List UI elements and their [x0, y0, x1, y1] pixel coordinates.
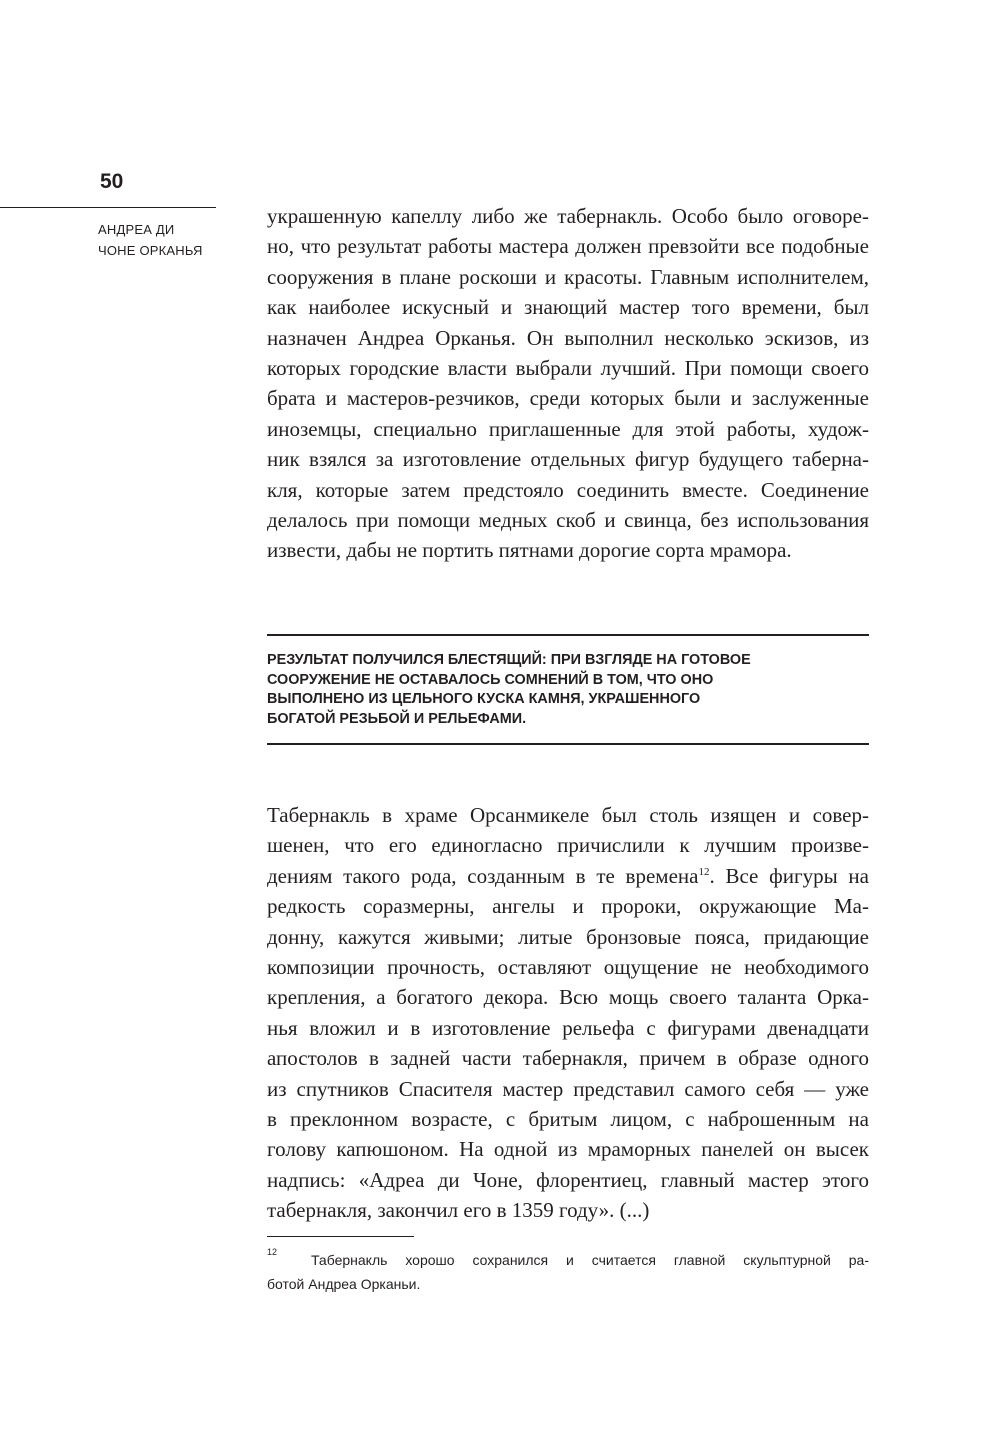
- text-line: шенен, что его единогласно причислили к лучшим произве-: [267, 833, 869, 858]
- pull-quote-line: РЕЗУЛЬТАТ ПОЛУЧИЛСЯ БЛЕСТЯЩИЙ: ПРИ ВЗГЛЯДЕ НА ГОТОВОЕ: [267, 652, 751, 668]
- text-line: в преклонном возрасте, с бритым лицом, с наброшенным на: [267, 1106, 869, 1131]
- text-line: донну, кажутся живыми; литые бронзовые пояса, придающие: [267, 924, 869, 949]
- text-fragment: . Все фигуры на: [709, 863, 869, 888]
- pull-quote-line: ВЫПОЛНЕНО ИЗ ЦЕЛЬНОГО КУСКА КАМНЯ, УКРАШЕННОГО: [267, 691, 701, 708]
- running-head-line: АНДРЕА ДИ: [98, 222, 175, 237]
- text-line: назначен Андреа Орканья. Он выполнил несколько эскизов, из: [267, 325, 869, 350]
- pull-quote-bottom-rule: [267, 743, 869, 745]
- footnote-line: ботой Андреа Орканьи.: [267, 1276, 421, 1292]
- text-line: надпись: «Адреа ди Чоне, флорентиец, главный мастер этого: [267, 1167, 869, 1192]
- text-line: из спутников Спасителя мастер представил самого себя — уже: [267, 1076, 869, 1101]
- text-line-with-footnote: [267, 861, 869, 891]
- pull-quote-line: СООРУЖЕНИЕ НЕ ОСТАВАЛОСЬ СОМНЕНИЙ В ТОМ, ЧТО ОНО: [267, 671, 714, 688]
- text-line: табернакля, закончил его в 1359 году». (...): [267, 1198, 650, 1223]
- footnote: [267, 1248, 869, 1296]
- text-line: которых городские власти выбрали лучший. При помощи своего: [267, 355, 869, 380]
- pull-quote: [267, 634, 869, 744]
- text-line: брата и мастеров-резчиков, среди которых были и заслуженные: [267, 386, 869, 411]
- footnote-text: [267, 1248, 869, 1296]
- text-line: извести, дабы не портить пятнами дорогие сорта мрамора.: [267, 538, 792, 563]
- text-line: голову капюшоном. На одной из мраморных панелей он высек: [267, 1137, 869, 1162]
- pull-quote-top-rule: [267, 634, 869, 636]
- text-line: ник взялся за изготовление отдельных фигур будущего таберна-: [267, 447, 869, 472]
- text-line: иноземцы, специально приглашенные для этой работы, худож-: [267, 416, 869, 441]
- text-line: делалось при помощи медных скоб и свинца, без использования: [267, 507, 869, 532]
- footnote-reference[interactable]: 12: [698, 865, 710, 878]
- body-paragraph-2: [267, 800, 869, 1225]
- page-number: 50: [100, 170, 124, 193]
- body-paragraph-1: [267, 201, 869, 566]
- text-line: композиции прочность, оставляют ощущение не необходимого: [267, 954, 869, 979]
- footnote-number: 12: [267, 1247, 278, 1257]
- running-head-line: ЧОНЕ ОРКАНЬЯ: [98, 243, 203, 258]
- pull-quote-text: [267, 651, 869, 729]
- text-line: кля, которые затем предстояло соединить вместе. Соединение: [267, 477, 869, 502]
- text-line: крепления, а богатого декора. Всю мощь своего таланта Орка-: [267, 985, 869, 1010]
- footnote-line: Табернакль хорошо сохранился и считается главной скульптурной ра-: [311, 1252, 869, 1268]
- footnote-rule: [267, 1236, 414, 1237]
- running-head: [98, 219, 248, 261]
- text-line: нья вложил и в изготовление рельефа с фигурами двенадцати: [267, 1015, 869, 1040]
- text-fragment: дениям такого рода, созданным в те времена: [267, 863, 699, 888]
- header-rule: [0, 207, 216, 208]
- text-line: украшенную капеллу либо же табернакль. Особо было оговоре-: [267, 204, 869, 228]
- text-line: но, что результат работы мастера должен превзойти все подобные: [267, 234, 869, 259]
- text-line: Табернакль в храме Орсанмикеле был столь изящен и совер-: [267, 803, 869, 827]
- pull-quote-line: БОГАТОЙ РЕЗЬБОЙ И РЕЛЬЕФАМИ.: [267, 710, 527, 727]
- text-line: апостолов в задней части табернакля, причем в образе одного: [267, 1046, 869, 1071]
- text-line: как наиболее искусный и знающий мастер того времени, был: [267, 295, 869, 320]
- text-line: редкость соразмерны, ангелы и пророки, окружающие Ма-: [267, 894, 869, 919]
- text-line: сооружения в плане роскоши и красоты. Главным исполнителем,: [267, 264, 869, 289]
